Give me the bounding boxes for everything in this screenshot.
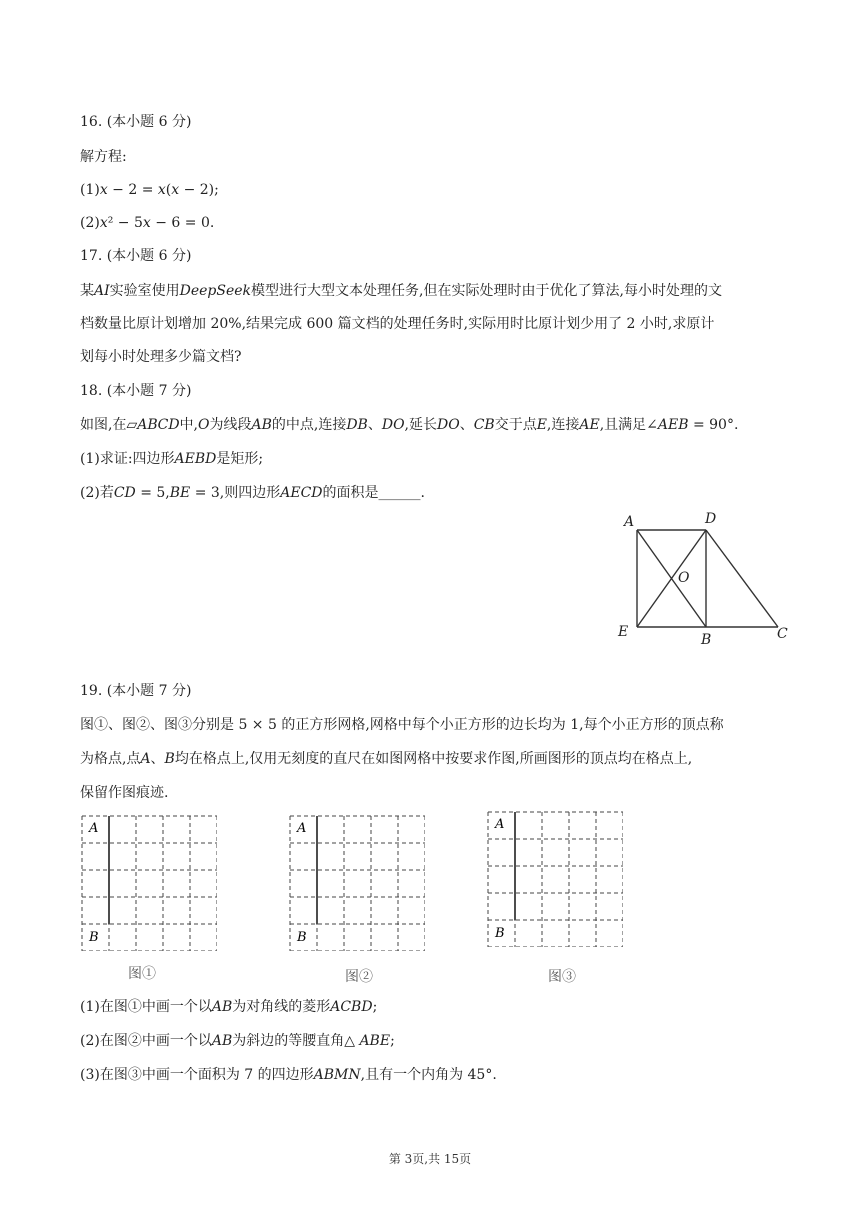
q19-grid-3	[487, 811, 623, 947]
q19-part1: (1)在图①中画一个以𝐴𝐵为对角线的菱形𝐴𝐶𝐵𝐷;	[80, 999, 378, 1015]
page-footer: 第 3页,共 15页	[388, 1152, 472, 1166]
q19-part2: (2)在图②中画一个以𝐴𝐵为斜边的等腰直角△ 𝐴𝐵𝐸;	[80, 1033, 395, 1049]
label-b: B	[701, 632, 712, 648]
q17-line3: 划每小时处理多少篇文档?	[80, 349, 242, 365]
q19-grid-1	[81, 815, 217, 951]
q17-heading: 17. (本小题 6 分)	[80, 248, 192, 264]
q17-line1: 某𝐴𝐼实验室使用𝐷𝑒𝑒𝑝𝑆𝑒𝑒𝑘模型进行大型文本处理任务,但在实际处理时由于优化了算法,每小时处理的文	[80, 283, 722, 299]
q19-line1: 图①、图②、图③分别是 5 × 5 的正方形网格,网格中每个小正方形的边长均为 1,每个小正方形的顶点称	[80, 717, 724, 733]
q19-grid-2	[289, 815, 425, 951]
q19-line3: 保留作图痕迹.	[80, 785, 169, 801]
q19-line2: 为格点,点𝐴、𝐵均在格点上,仅用无刻度的直尺在如图网格中按要求作图,所画图形的顶点均在格点上,	[80, 751, 693, 767]
q19-caption-2: 图②	[345, 969, 373, 985]
q18-part2: (2)若𝐶𝐷 = 5,𝐵𝐸 = 3,则四边形𝐴𝐸𝐶𝐷的面积是______.	[80, 485, 425, 501]
q19-caption-1: 图①	[128, 966, 156, 982]
q19-caption-3: 图③	[548, 969, 576, 985]
q19-heading: 19. (本小题 7 分)	[80, 683, 192, 699]
q18-line1: 如图,在▱𝐴𝐵𝐶𝐷中,𝑂为线段𝐴𝐵的中点,连接𝐷𝐵、𝐷𝑂,延长𝐷𝑂、𝐶𝐵交于点𝐸,连接𝐴𝐸,且满足∠𝐴𝐸𝐵 = 90°.	[80, 417, 739, 433]
q18-part1: (1)求证:四边形𝐴𝐸𝐵𝐷是矩形;	[80, 451, 264, 467]
label-e: E	[618, 624, 629, 640]
q16-part2: (2)𝑥² − 5𝑥 − 6 = 0.	[80, 215, 215, 231]
label-b: B	[495, 926, 505, 941]
label-a: A	[89, 821, 99, 836]
q17-line2: 档数量比原计划增加 20%,结果完成 600 篇文档的处理任务时,实际用时比原计划少用了 2 小时,求原计	[80, 316, 715, 332]
label-b: B	[89, 930, 99, 945]
label-a: A	[495, 817, 505, 832]
label-b: B	[297, 930, 307, 945]
label-c: C	[777, 626, 788, 642]
segment-dc	[706, 530, 778, 627]
q16-heading: 16. (本小题 6 分)	[80, 114, 192, 130]
label-a: A	[297, 821, 307, 836]
q18-heading: 18. (本小题 7 分)	[80, 383, 192, 399]
q18-figure	[610, 508, 800, 648]
q16-part1: (1)𝑥 − 2 = 𝑥(𝑥 − 2);	[80, 182, 219, 198]
label-a: A	[624, 514, 635, 530]
q19-part3: (3)在图③中画一个面积为 7 的四边形𝐴𝐵𝑀𝑁,且有一个内角为 45°.	[80, 1067, 497, 1083]
label-o: O	[678, 570, 690, 586]
label-d: D	[705, 511, 717, 527]
q16-prompt: 解方程:	[80, 149, 127, 165]
